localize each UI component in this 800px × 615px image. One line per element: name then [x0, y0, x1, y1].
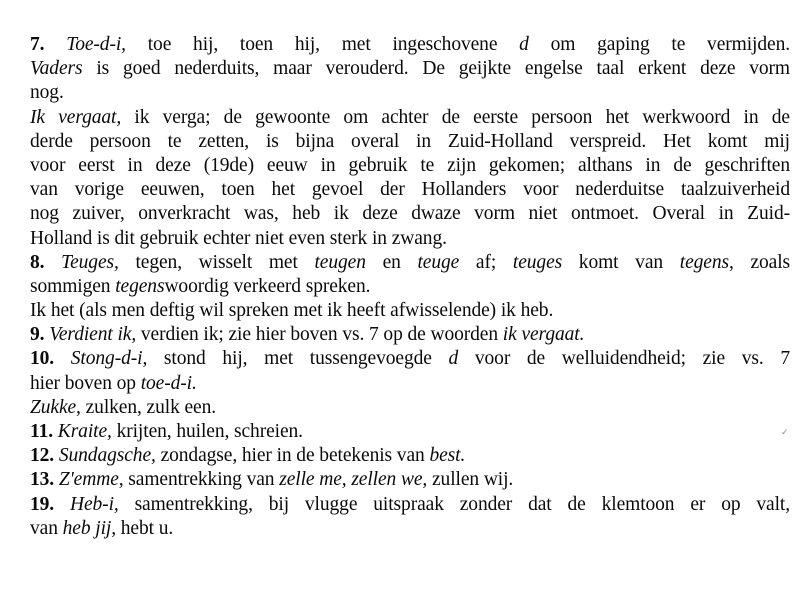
- text-line: nog.: [30, 82, 64, 104]
- text-line: 9. Verdient ik, verdien ik; zie hier boven vs. 7 op de woorden ik vergaat.: [30, 324, 585, 346]
- entry-number: 11.: [30, 421, 53, 442]
- entry-number: 12.: [30, 445, 55, 467]
- entry-term: Sundagsche,: [58, 445, 156, 467]
- text-line: [30, 517, 790, 541]
- entry-term: Toe-d-i,: [66, 34, 126, 55]
- text-line: Vaders is goed nederduits, maar verouderd. De geijkte engelse taal erkent deze vorm: [30, 58, 790, 80]
- text-line: 8. Teuges, tegen, wisselt met teugen en teuge af; teuges komt van tegens, zoals: [30, 251, 791, 273]
- text-line: Ik vergaat, ik verga; de gewoonte om achter de eerste persoon het werkwoord in de: [30, 106, 790, 128]
- entry-number: 7.: [30, 34, 45, 55]
- line-text: hebt u.: [116, 517, 174, 539]
- text-line: Zukke, zulken, zulk een.: [30, 396, 217, 418]
- document-page: [30, 33, 790, 541]
- text-line: hier boven op toe-d-i.: [30, 372, 197, 394]
- entry-term: Z'emme,: [58, 469, 124, 491]
- text-line: 19. Heb-i, samentrekking, bij vlugge uitspraak zonder dat de klemtoon er op valt,: [30, 493, 791, 515]
- entry-term: Kraite,: [57, 421, 112, 442]
- text-line: 7. Toe-d-i, toe hij, toen hij, met ingeschovene d om gaping te vermijden.: [30, 34, 790, 55]
- entry-term: Heb-i,: [69, 493, 119, 515]
- text-line: Ik het (als men deftig wil spreken met ik heeft afwisselende) ik heb.: [30, 300, 554, 322]
- entry-number: 8.: [30, 251, 45, 273]
- text-line: sommigen tegenswoordig verkeerd spreken.: [30, 275, 371, 297]
- text-line: derde persoon te zetten, is bijna overal in Zuid-Holland verspreid. Het komt mij: [30, 130, 790, 152]
- entry-number: 10.: [30, 348, 55, 370]
- entry-term: Ik vergaat,: [30, 106, 122, 128]
- line-text: van: [30, 517, 63, 539]
- entry-number: 13.: [30, 469, 55, 491]
- text-line: Holland is dit gebruik echter niet even sterk in zwang.: [30, 227, 447, 249]
- text-line: 13. Z'emme, samentrekking van zelle me, zellen we, zullen wij.: [30, 469, 514, 491]
- text-line: voor eerst in deze (19de) eeuw in gebruik te zijn gekomen; althans in de geschriften: [30, 154, 790, 176]
- text-line: van vorige eeuwen, toen het gevoel der Hollanders voor nederduitse taalzuiverheid: [30, 179, 790, 201]
- text-line: 11. Kraite, krijten, huilen, schreien.: [30, 421, 303, 442]
- entry-term: heb jij,: [62, 517, 116, 539]
- entry-term: Vaders: [30, 58, 83, 80]
- entry-term: Stong-d-i,: [70, 348, 148, 370]
- scan-speck: ✓: [781, 428, 789, 438]
- text-line: nog zuiver, onverkracht was, heb ik deze dwaze vorm niet ontmoet. Overal in Zuid-: [30, 203, 790, 225]
- text-line: 12. Sundagsche, zondagse, hier in de betekenis van best.: [30, 445, 466, 467]
- entry-term: Verdient ik,: [49, 324, 137, 346]
- entry-number: 9.: [30, 324, 45, 346]
- entry-number: 19.: [30, 493, 55, 515]
- text-line: 10. Stong-d-i, stond hij, met tussengevoegde d voor de welluidendheid; zie vs. 7: [30, 348, 790, 370]
- entry-term: Teuges,: [61, 251, 119, 273]
- entry-term: Zukke,: [30, 396, 81, 418]
